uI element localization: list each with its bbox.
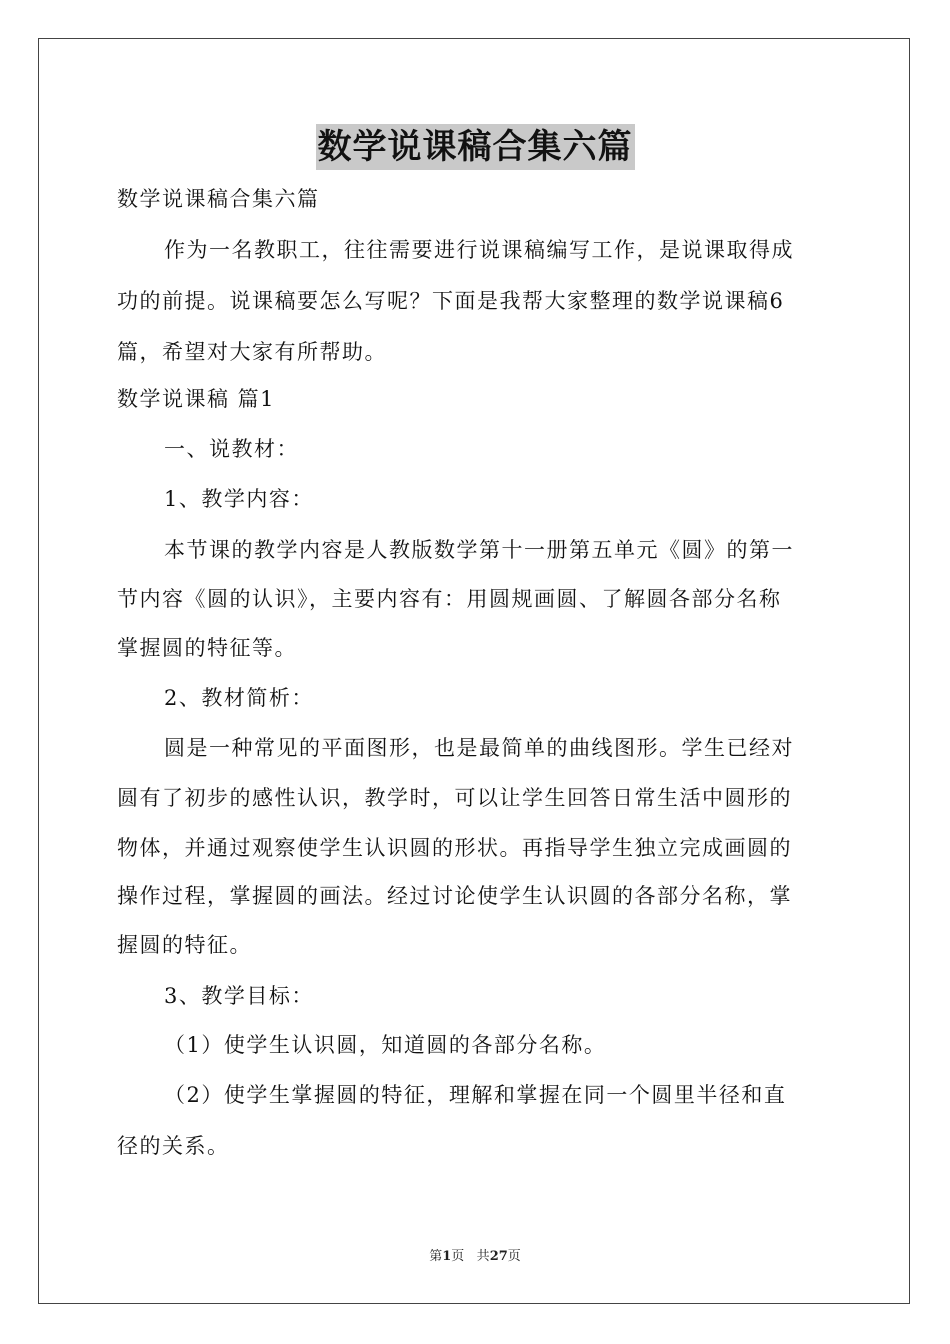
list-item: （1）使学生认识圆，知道圆的各部分名称。 <box>164 1033 607 1057</box>
paragraph-line: 握圆的特征。 <box>117 933 252 957</box>
subheading-line: 一、说教材： <box>164 437 299 461</box>
paragraph-line: 圆是一种常见的平面图形，也是最简单的曲线图形。学生已经对 <box>164 736 794 760</box>
footer-prefix: 第 <box>429 1249 443 1264</box>
paragraph-line: 作为一名教职工，往往需要进行说课稿编写工作，是说课取得成 <box>164 238 794 262</box>
page-footer <box>0 1248 950 1266</box>
page-border <box>38 38 910 1304</box>
paragraph-line: 操作过程，掌握圆的画法。经过讨论使学生认识圆的各部分名称，掌 <box>117 884 792 908</box>
list-item: （2）使学生掌握圆的特征，理解和掌握在同一个圆里半径和直 <box>164 1083 787 1107</box>
subheading-line: 2、教材简析： <box>164 686 314 710</box>
paragraph-line: 圆有了初步的感性认识，教学时，可以让学生回答日常生活中圆形的 <box>117 786 792 810</box>
footer-total-prefix: 共 <box>476 1249 490 1264</box>
paragraph-line: 径的关系。 <box>117 1134 230 1158</box>
paragraph-line: 掌握圆的特征等。 <box>117 636 297 660</box>
footer-page-number: 1 <box>442 1249 452 1264</box>
paragraph-line: 篇，希望对大家有所帮助。 <box>117 340 387 364</box>
subtitle-line: 数学说课稿合集六篇 <box>117 187 320 211</box>
subheading-line: 3、教学目标： <box>164 984 314 1008</box>
paragraph-line: 节内容《圆的认识》，主要内容有：用圆规画圆、了解圆各部分名称 <box>117 587 782 611</box>
title-container <box>0 124 950 170</box>
footer-total-suffix: 页 <box>507 1249 521 1264</box>
footer-page-suffix: 页 <box>451 1249 465 1264</box>
paragraph-line: 本节课的教学内容是人教版数学第十一册第五单元《圆》的第一 <box>164 538 794 562</box>
paragraph-line: 物体，并通过观察使学生认识圆的形状。再指导学生独立完成画圆的 <box>117 836 792 860</box>
footer-total-pages: 27 <box>489 1249 508 1264</box>
section-heading: 数学说课稿 篇1 <box>117 387 276 411</box>
subheading-line: 1、教学内容： <box>164 487 314 511</box>
document-title: 数学说课稿合集六篇 <box>316 124 635 170</box>
paragraph-line: 功的前提。说课稿要怎么写呢？下面是我帮大家整理的数学说课稿6 <box>117 289 785 313</box>
